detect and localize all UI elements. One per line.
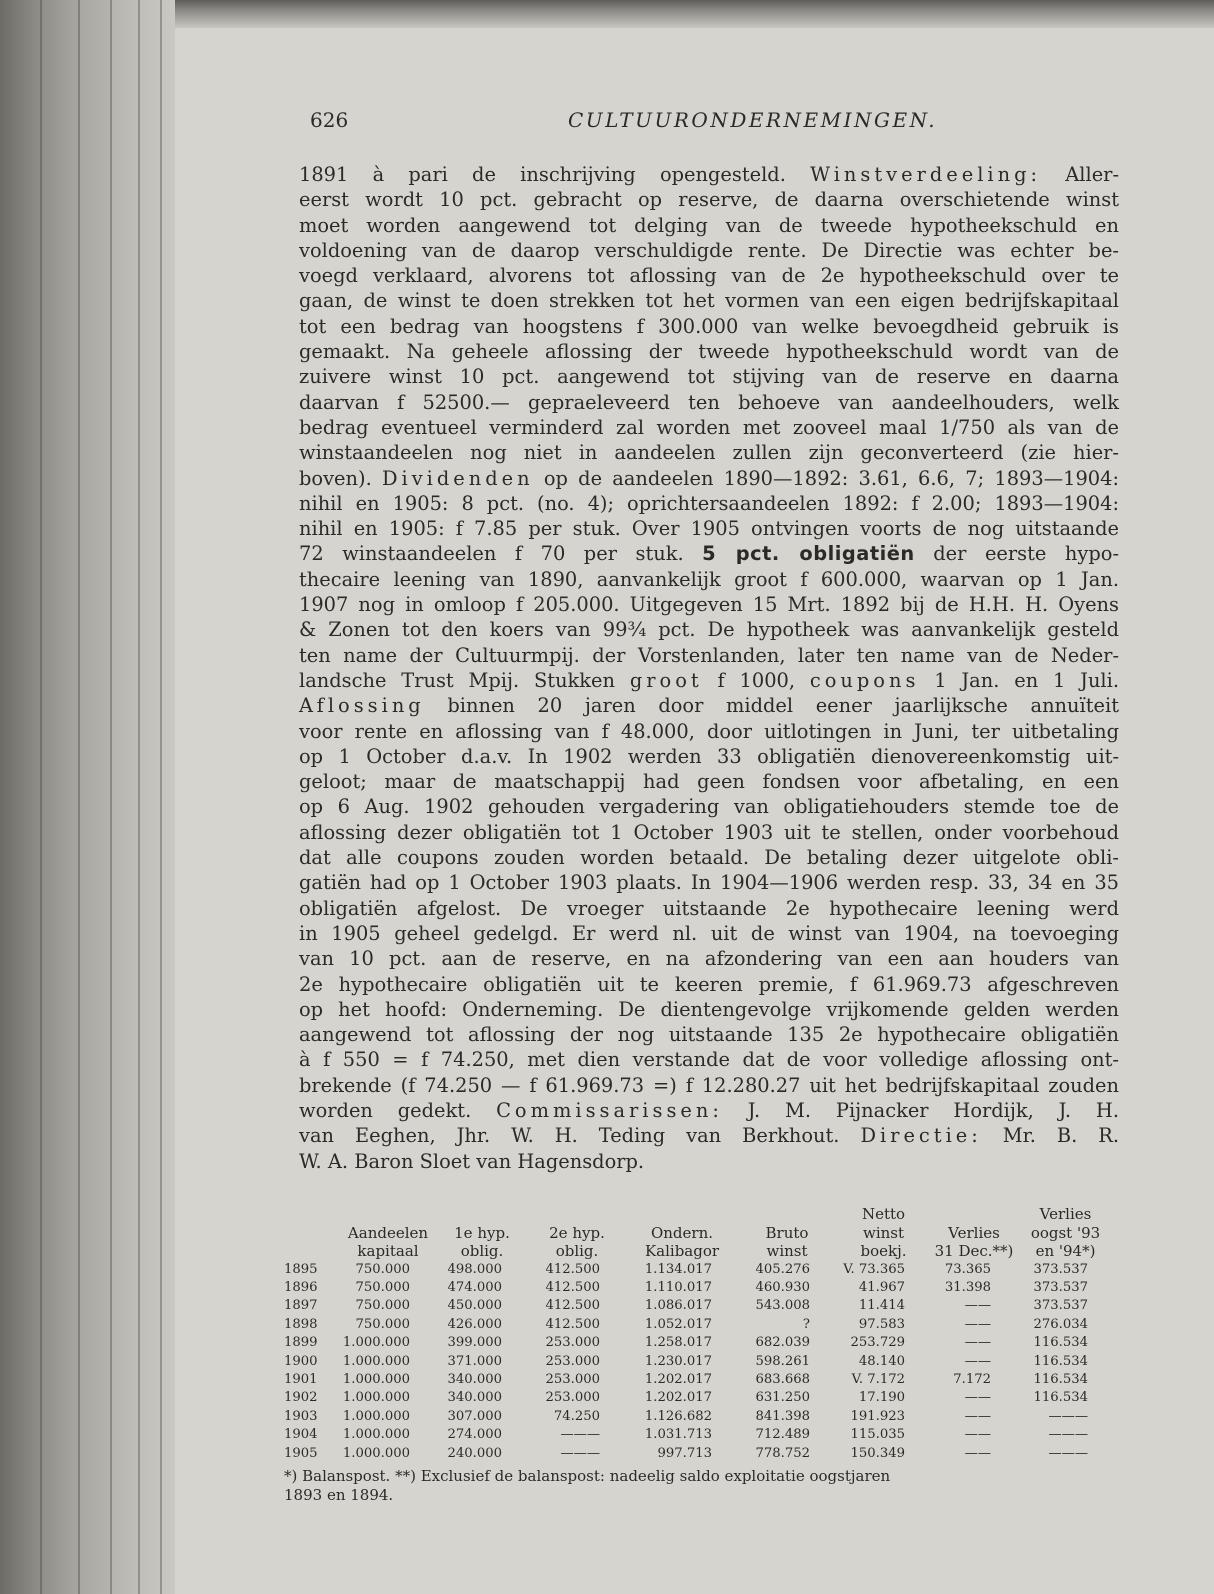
text-line <box>299 592 1119 617</box>
text-segment: op 1 October d.a.v. In 1902 werden 33 obligatiën dienovereenkomstig uit- <box>299 744 1119 768</box>
text-segment: Mr. B. R. <box>981 1124 1119 1148</box>
text-line <box>299 693 1119 718</box>
value-cell: 253.000 <box>545 1390 600 1406</box>
value-cell: 412.500 <box>545 1279 600 1295</box>
text-line <box>299 997 1119 1022</box>
value-cell: 997.713 <box>657 1445 712 1461</box>
financial-table-section <box>284 1205 1114 1505</box>
value-cell: 543.008 <box>755 1298 810 1314</box>
value-cell: 116.534 <box>1033 1390 1088 1406</box>
value-cell: 631.250 <box>755 1390 810 1406</box>
text-segment: in 1905 geheel gedelgd. Er werd nl. uit de winst van 1904, na toevoeging <box>299 921 1119 945</box>
value-cell: 97.583 <box>858 1316 905 1332</box>
spaced-keyword: Commissarissen: <box>496 1098 723 1122</box>
text-line <box>299 921 1119 946</box>
table-row <box>284 1316 1114 1334</box>
value-cell: 1.126.682 <box>644 1408 712 1424</box>
value-cell: 17.190 <box>858 1390 905 1406</box>
table-row <box>284 1371 1114 1389</box>
text-segment: eerst wordt 10 pct. gebracht op reserve, de daarna overschietende winst <box>299 188 1119 212</box>
text-segment: ten name der Cultuurmpij. der Vorstenlanden, later ten name van de Neder- <box>299 643 1119 667</box>
text-line <box>299 567 1119 592</box>
value-cell: 1.000.000 <box>342 1371 410 1387</box>
text-line <box>299 516 1119 541</box>
value-cell: ——— <box>1048 1408 1088 1424</box>
value-cell: 1.230.017 <box>644 1353 712 1369</box>
text-segment: der eerste hypo- <box>914 542 1119 566</box>
table-footnote <box>284 1467 1109 1505</box>
text-segment: op de aandeelen 1890—1892: 3.61, 6.6, 7; 1893—1904: <box>533 466 1119 490</box>
text-segment: thecaire leening van 1890, aanvankelijk groot f 600.000, waarvan op 1 Jan. <box>299 567 1119 591</box>
text-line <box>299 187 1119 212</box>
text-line <box>299 466 1119 491</box>
table-row <box>284 1408 1114 1426</box>
value-cell: 598.261 <box>755 1353 810 1369</box>
value-cell: 240.000 <box>447 1445 502 1461</box>
year-cell: 1903 <box>284 1408 318 1424</box>
value-cell: —— <box>964 1353 991 1369</box>
value-cell: 31.398 <box>944 1279 991 1295</box>
value-cell: 460.930 <box>755 1279 810 1295</box>
text-segment: tot een bedrag van hoogstens f 300.000 van welke bevoegdheid gebruik is <box>299 314 1119 338</box>
spaced-keyword: Directie: <box>860 1124 982 1148</box>
text-line <box>299 946 1119 971</box>
text-segment: van Eeghen, Jhr. W. H. Teding van Berkhout. <box>299 1124 861 1148</box>
spaced-keyword: coupons <box>809 668 920 692</box>
value-cell: —— <box>964 1427 991 1443</box>
spaced-keyword: groot <box>629 668 703 692</box>
text-segment: aflossing dezer obligatiën tot 1 October 1903 uit te stellen, onder voorbehoud <box>299 820 1119 844</box>
year-cell: 1896 <box>284 1279 318 1295</box>
text-segment: 2e hypothecaire obligatiën uit te keeren premie, f 61.969.73 afgeschreven <box>299 972 1119 996</box>
text-segment: W. A. Baron Sloet van Hagensdorp. <box>299 1149 645 1173</box>
value-cell: 450.000 <box>447 1298 502 1314</box>
financial-table <box>284 1205 1114 1463</box>
value-cell: 405.276 <box>755 1261 810 1277</box>
value-cell: 340.000 <box>447 1371 502 1387</box>
value-cell: ——— <box>560 1445 600 1461</box>
value-cell: —— <box>964 1390 991 1406</box>
value-cell: 712.489 <box>755 1427 810 1443</box>
value-cell: 253.000 <box>545 1335 600 1351</box>
text-segment: nihil en 1905: 8 pct. (no. 4); oprichtersaandeelen 1892: f 2.00; 1893—1904: <box>299 491 1119 515</box>
text-segment: gaan, de winst te doen strekken tot het vormen van een eigen bedrijfskapitaal <box>299 289 1119 313</box>
value-cell: —— <box>964 1335 991 1351</box>
table-row <box>284 1389 1114 1407</box>
text-line <box>299 668 1119 693</box>
value-cell: 340.000 <box>447 1390 502 1406</box>
value-cell: 274.000 <box>447 1427 502 1443</box>
body-text <box>299 162 1119 1174</box>
text-segment: voegd verklaard, alvorens tot aflossing van de 2e hypotheekschuld over te <box>299 264 1119 288</box>
value-cell: 253.729 <box>850 1335 905 1351</box>
value-cell: —— <box>964 1298 991 1314</box>
text-segment: 72 winstaandeelen f 70 per stuk. <box>299 542 703 566</box>
value-cell: 683.668 <box>755 1371 810 1387</box>
value-cell: 373.537 <box>1033 1298 1088 1314</box>
text-line <box>299 364 1119 389</box>
text-line <box>299 288 1119 313</box>
text-line <box>299 415 1119 440</box>
year-cell: 1898 <box>284 1316 318 1332</box>
value-cell: 426.000 <box>447 1316 502 1332</box>
text-segment: winstaandeelen nog niet in aandeelen zullen zijn geconverteerd (zie hier- <box>299 441 1119 465</box>
table-row <box>284 1261 1114 1279</box>
value-cell: 412.500 <box>545 1261 600 1277</box>
column-header <box>284 1205 340 1261</box>
value-cell: 1.000.000 <box>342 1390 410 1406</box>
column-header: Netto winst boekj. <box>860 1205 907 1260</box>
value-cell: 1.086.017 <box>644 1298 712 1314</box>
value-cell: ? <box>802 1316 810 1332</box>
value-cell: —— <box>964 1445 991 1461</box>
value-cell: 1.202.017 <box>644 1371 712 1387</box>
value-cell: 1.000.000 <box>342 1445 410 1461</box>
year-cell: 1901 <box>284 1371 318 1387</box>
value-cell: ——— <box>1048 1427 1088 1443</box>
column-header: 1e hyp. oblig. <box>454 1223 510 1260</box>
text-line <box>299 643 1119 668</box>
column-header: Verlies 31 Dec.**) <box>934 1223 1014 1260</box>
text-line <box>299 1022 1119 1047</box>
text-segment: geloot; maar de maatschappij had geen fondsen voor afbetaling, en een <box>299 770 1119 794</box>
text-line <box>299 213 1119 238</box>
table-row <box>284 1426 1114 1444</box>
text-segment: zuivere winst 10 pct. aangewend tot stijving van de reserve en daarna <box>299 365 1119 389</box>
text-segment: aangewend tot aflossing der nog uitstaande 135 2e hypothecaire obligatiën <box>299 1023 1119 1047</box>
page-header <box>310 108 1210 142</box>
text-line <box>299 339 1119 364</box>
value-cell: 750.000 <box>355 1279 410 1295</box>
footnote-line-1: *) Balanspost. **) Exclusief de balanspost: nadeelig saldo exploitatie oogstjaren <box>284 1466 891 1485</box>
text-segment: daarvan f 52500.— gepraeleveerd ten behoeve van aandeelhouders, welk <box>299 390 1119 414</box>
year-cell: 1902 <box>284 1390 318 1406</box>
column-header: 2e hyp. oblig. <box>549 1223 605 1260</box>
text-line <box>299 440 1119 465</box>
text-segment: van 10 pct. aan de reserve, en na afzondering van een aan houders van <box>299 947 1119 971</box>
value-cell: 115.035 <box>850 1427 905 1443</box>
year-cell: 1895 <box>284 1261 318 1277</box>
text-segment: 1 Jan. en 1 Juli. <box>919 668 1119 692</box>
text-segment: voldoening van de daarop verschuldigde rente. De Directie was echter be- <box>299 238 1119 262</box>
text-line <box>299 162 1119 187</box>
value-cell: 682.039 <box>755 1335 810 1351</box>
value-cell: 48.140 <box>858 1353 905 1369</box>
text-line <box>299 1149 1119 1174</box>
value-cell: 73.365 <box>944 1261 991 1277</box>
text-segment: binnen 20 jaren door middel eener jaarlijksche annuïteit <box>424 694 1119 718</box>
year-cell: 1905 <box>284 1445 318 1461</box>
footnote-line-2: 1893 en 1894. <box>284 1485 394 1504</box>
text-segment: boven). <box>299 466 382 490</box>
value-cell: —— <box>964 1316 991 1332</box>
value-cell: 1.258.017 <box>644 1335 712 1351</box>
text-line <box>299 491 1119 516</box>
text-line <box>299 314 1119 339</box>
text-line <box>299 263 1119 288</box>
text-line <box>299 238 1119 263</box>
table-body <box>284 1261 1114 1463</box>
column-header: Bruto winst <box>765 1223 809 1260</box>
column-header: Aandeelen kapitaal <box>347 1223 429 1260</box>
value-cell: 1.000.000 <box>342 1408 410 1424</box>
spaced-keyword: Dividenden <box>381 466 534 490</box>
text-segment: 1907 nog in omloop f 205.000. Uitgegeven 15 Mrt. 1892 bij de H.H. H. Oyens <box>299 593 1119 617</box>
value-cell: 371.000 <box>447 1353 502 1369</box>
text-segment: op 6 Aug. 1902 gehouden vergadering van obligatiehouders stemde toe de <box>299 795 1119 819</box>
year-cell: 1904 <box>284 1427 318 1443</box>
bold-heading: 5 pct. obligatiën <box>702 542 915 566</box>
table-header-row <box>284 1205 1114 1261</box>
value-cell: 373.537 <box>1033 1279 1088 1295</box>
value-cell: 74.250 <box>553 1408 600 1424</box>
value-cell: 1.000.000 <box>342 1353 410 1369</box>
value-cell: 399.000 <box>447 1335 502 1351</box>
value-cell: 412.500 <box>545 1298 600 1314</box>
column-header: Verlies oogst '93 en '94*) <box>1030 1205 1101 1260</box>
value-cell: 116.534 <box>1033 1353 1088 1369</box>
text-segment: dat alle coupons zouden worden betaald. De betaling dezer uitgelote obli- <box>299 846 1119 870</box>
text-segment: f 1000, <box>702 668 810 692</box>
text-line <box>299 794 1119 819</box>
value-cell: ——— <box>560 1427 600 1443</box>
text-line <box>299 896 1119 921</box>
value-cell: 750.000 <box>355 1298 410 1314</box>
text-line <box>299 744 1119 769</box>
text-line <box>299 541 1119 566</box>
book-page-edges <box>0 0 175 1594</box>
table-row <box>284 1445 1114 1463</box>
text-line <box>299 719 1119 744</box>
value-cell: 116.534 <box>1033 1371 1088 1387</box>
text-segment: worden gedekt. <box>299 1098 497 1122</box>
text-segment: gatiën had op 1 October 1903 plaats. In 1904—1906 werden resp. 33, 34 en 35 <box>299 871 1119 895</box>
text-segment: Aller- <box>1041 163 1120 186</box>
value-cell: 1.031.713 <box>644 1427 712 1443</box>
text-segment: op het hoofd: Onderneming. De dientengevolge vrijkomende gelden werden <box>299 997 1119 1021</box>
value-cell: 474.000 <box>447 1279 502 1295</box>
text-segment: brekende (f 74.250 — f 61.969.73 =) f 12.280.27 uit het bedrijfskapitaal zouden <box>299 1073 1119 1097</box>
value-cell: 778.752 <box>755 1445 810 1461</box>
value-cell: 253.000 <box>545 1353 600 1369</box>
text-line <box>299 845 1119 870</box>
value-cell: 191.923 <box>850 1408 905 1424</box>
year-cell: 1900 <box>284 1353 318 1369</box>
page-number: 626 <box>310 108 349 132</box>
value-cell: 1.000.000 <box>342 1335 410 1351</box>
text-line <box>299 820 1119 845</box>
text-line <box>299 870 1119 895</box>
value-cell: ——— <box>1048 1445 1088 1461</box>
value-cell: 116.534 <box>1033 1335 1088 1351</box>
running-head: CULTUURONDERNEMINGEN. <box>568 108 938 132</box>
table-row <box>284 1297 1114 1315</box>
value-cell: 1.110.017 <box>644 1279 712 1295</box>
value-cell: 307.000 <box>447 1408 502 1424</box>
table-row <box>284 1334 1114 1352</box>
text-line <box>299 617 1119 642</box>
value-cell: 41.967 <box>858 1279 905 1295</box>
value-cell: 373.537 <box>1033 1261 1088 1277</box>
value-cell: 412.500 <box>545 1316 600 1332</box>
value-cell: 750.000 <box>355 1316 410 1332</box>
text-segment: J. M. Pijnacker Hordijk, J. H. <box>722 1098 1119 1122</box>
text-segment: & Zonen tot den koers van 99¾ pct. De hypotheek was aanvankelijk gesteld <box>299 618 1119 642</box>
text-line <box>299 972 1119 997</box>
value-cell: V. 73.365 <box>843 1261 905 1277</box>
text-line <box>299 390 1119 415</box>
spaced-keyword: Winstverdeeling: <box>810 163 1042 186</box>
text-segment: moet worden aangewend tot delging van de tweede hypotheekschuld en <box>299 213 1119 237</box>
value-cell: 150.349 <box>850 1445 905 1461</box>
value-cell: 7.172 <box>953 1371 991 1387</box>
text-segment: landsche Trust Mpij. Stukken <box>299 668 630 692</box>
text-line <box>299 1073 1119 1098</box>
column-header: Ondern. Kalibagor <box>644 1223 720 1260</box>
value-cell: 750.000 <box>355 1261 410 1277</box>
value-cell: 841.398 <box>755 1408 810 1424</box>
text-segment: obligatiën afgelost. De vroeger uitstaande 2e hypothecaire leening werd <box>299 896 1119 920</box>
text-line <box>299 1123 1119 1148</box>
text-segment: gemaakt. Na geheele aflossing der tweede hypotheekschuld wordt van de <box>299 340 1119 364</box>
value-cell: 1.052.017 <box>644 1316 712 1332</box>
value-cell: 1.000.000 <box>342 1427 410 1443</box>
text-segment: 1891 à pari de inschrijving opengesteld. <box>299 163 811 186</box>
text-segment: nihil en 1905: f 7.85 per stuk. Over 1905 ontvingen voorts de nog uitstaande <box>299 517 1119 541</box>
text-line <box>299 1098 1119 1123</box>
value-cell: 11.414 <box>858 1298 905 1314</box>
text-segment: voor rente en aflossing van f 48.000, door uitlotingen in Juni, ter uitbetaling <box>299 719 1119 743</box>
value-cell: V. 7.172 <box>851 1371 905 1387</box>
table-row <box>284 1353 1114 1371</box>
text-line <box>299 769 1119 794</box>
text-segment: à f 550 = f 74.250, met dien verstande dat de voor volledige aflossing ont- <box>299 1048 1119 1072</box>
text-segment: bedrag eventueel verminderd zal worden met zooveel maal 1/750 als van de <box>299 415 1119 439</box>
value-cell: 1.202.017 <box>644 1390 712 1406</box>
spaced-keyword: Aflossing <box>299 694 425 718</box>
year-cell: 1899 <box>284 1335 318 1351</box>
value-cell: 276.034 <box>1033 1316 1088 1332</box>
value-cell: 253.000 <box>545 1371 600 1387</box>
book-top-edge <box>175 0 1214 28</box>
text-line <box>299 1047 1119 1072</box>
year-cell: 1897 <box>284 1298 318 1314</box>
table-row <box>284 1279 1114 1297</box>
value-cell: 498.000 <box>447 1261 502 1277</box>
value-cell: —— <box>964 1408 991 1424</box>
value-cell: 1.134.017 <box>644 1261 712 1277</box>
